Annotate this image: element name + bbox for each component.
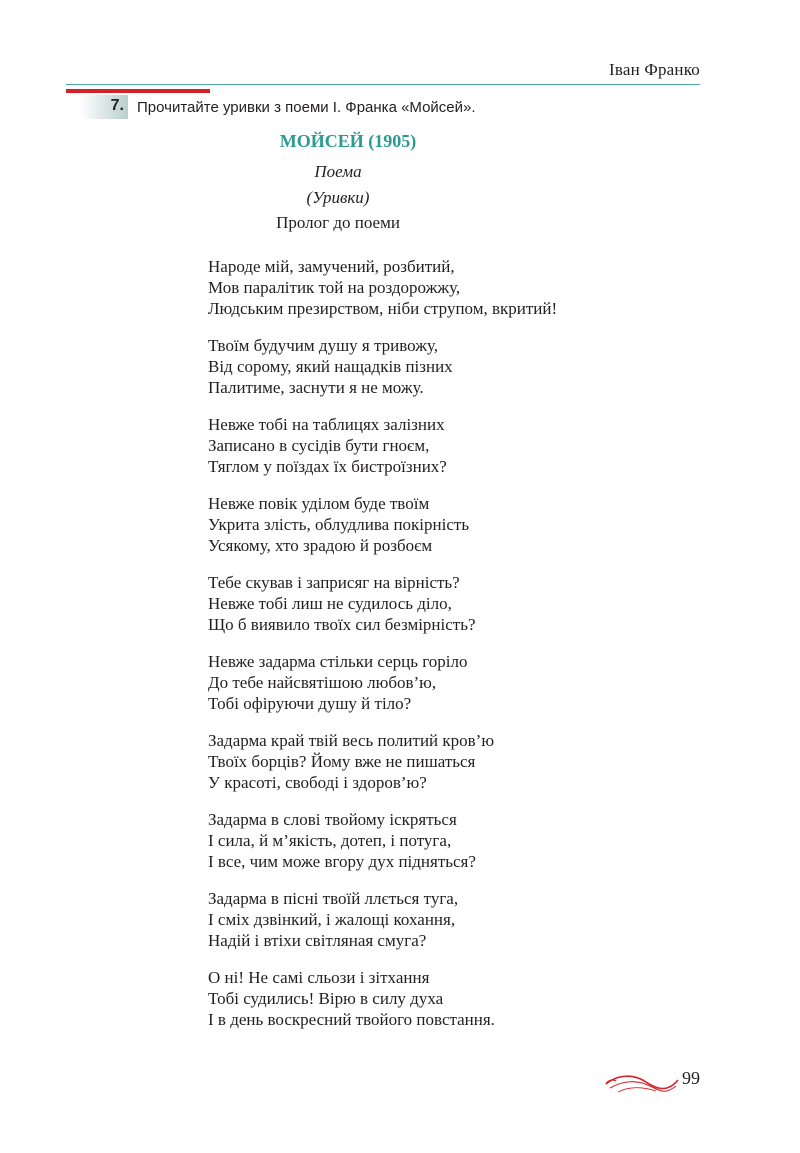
task-instruction: Прочитайте уривки з поеми І. Франка «Мойсей». — [137, 99, 476, 116]
poem-body — [208, 256, 688, 1046]
stanza — [208, 730, 688, 793]
stanza — [208, 493, 688, 556]
header-divider — [66, 84, 700, 85]
verse-line: Задарма в пісні твоїй ллється туга, — [208, 889, 459, 908]
stanza — [208, 967, 688, 1030]
page-number: 99 — [682, 1068, 700, 1088]
verse-line: І сміх дзвінкий, і жалощі кохання, — [208, 910, 456, 929]
task-number: 7. — [110, 97, 124, 114]
running-header-author: Іван Франко — [608, 60, 700, 79]
poem-genre: Поема — [314, 162, 362, 181]
verse-line: І все, чим може вгору дух підняться? — [208, 852, 476, 871]
verse-line: Задарма в слові твойому іскряться — [208, 810, 457, 829]
flourish-ornament-icon — [604, 1070, 680, 1098]
verse-line: До тебе найсвятішою любов’ю, — [208, 673, 437, 692]
header-accent-bar — [66, 89, 210, 93]
verse-line: Невже тобі лиш не судилось діло, — [208, 594, 452, 613]
stanza — [208, 651, 688, 714]
stanza — [208, 256, 688, 319]
stanza — [208, 572, 688, 635]
verse-line: Людським презирством, ніби струпом, вкритий! — [208, 299, 558, 318]
verse-line: Що б виявило твоїх сил безмірність? — [208, 615, 476, 634]
verse-line: Невже повік уділом буде твоїм — [208, 494, 430, 513]
prologue-title: Пролог до поеми — [276, 213, 400, 232]
stanza — [208, 414, 688, 477]
verse-line: Тобі судились! Вірю в силу духа — [208, 989, 444, 1008]
verse-line: Усякому, хто зрадою й розбоєм — [208, 536, 433, 555]
verse-line: Палитиме, заснути я не можу. — [208, 378, 424, 397]
verse-line: Тяглом у поїздах їх бистроїзних? — [208, 457, 447, 476]
verse-line: І в день воскресний твойого повстання. — [208, 1010, 495, 1029]
verse-line: У красоті, свободі і здоров’ю? — [208, 773, 427, 792]
verse-line: Задарма край твій весь политий кров’ю — [208, 731, 495, 750]
verse-line: Невже тобі на таблицях залізних — [208, 415, 445, 434]
verse-line: Тебе скував і заприсяг на вірність? — [208, 573, 460, 592]
verse-line: Укрита злість, облудлива покірність — [208, 515, 470, 534]
poem-excerpt-note: (Уривки) — [306, 188, 370, 207]
stanza — [208, 809, 688, 872]
verse-line: І сила, й м’якість, дотеп, і потуга, — [208, 831, 452, 850]
verse-line: Твоїм будучим душу я тривожу, — [208, 336, 438, 355]
task-number-badge — [80, 95, 128, 119]
verse-line: Від сорому, який нащадків пізних — [208, 357, 453, 376]
poem-title: МОЙСЕЙ (1905) — [279, 131, 417, 151]
verse-line: Твоїх борців? Йому вже не пишаться — [208, 752, 476, 771]
verse-line: Мов паралітик той на роздорожжу, — [208, 278, 461, 297]
verse-line: Надій і втіхи світляная смуга? — [208, 931, 427, 950]
verse-line: Записано в сусідів бути гноєм, — [208, 436, 430, 455]
verse-line: О ні! Не самі сльози і зітхання — [208, 968, 430, 987]
stanza — [208, 888, 688, 951]
stanza — [208, 335, 688, 398]
verse-line: Невже задарма стільки серць горіло — [208, 652, 468, 671]
verse-line: Народе мій, замучений, розбитий, — [208, 257, 455, 276]
verse-line: Тобі офіруючи душу й тіло? — [208, 694, 412, 713]
